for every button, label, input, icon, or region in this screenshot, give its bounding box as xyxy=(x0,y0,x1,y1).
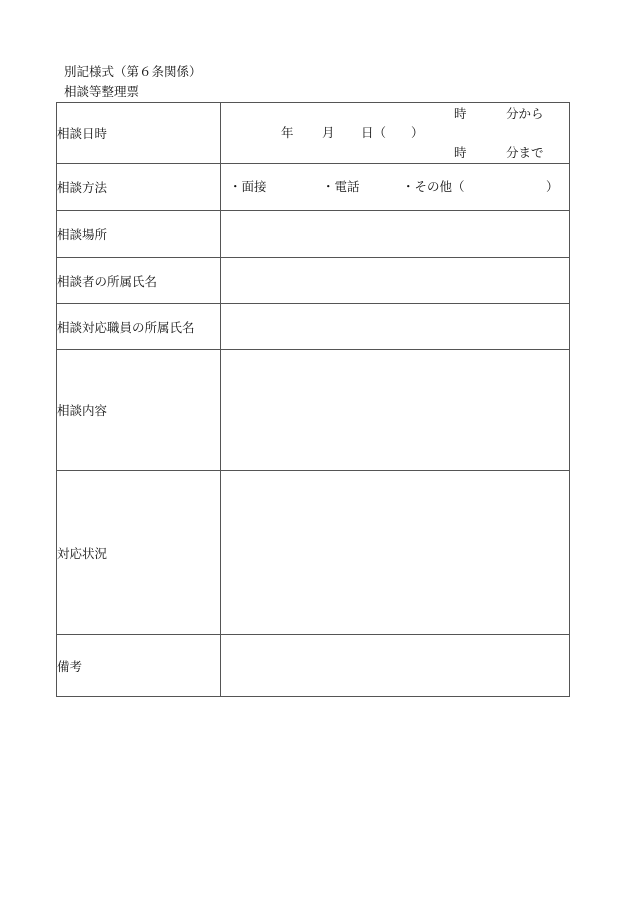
field-method[interactable] xyxy=(221,164,570,211)
option-phone[interactable]: ・電話 xyxy=(322,179,360,194)
label-staff: 相談対応職員の所属氏名 xyxy=(57,304,221,350)
label-remarks: 備考 xyxy=(57,635,221,697)
field-remarks[interactable] xyxy=(221,635,570,697)
label-consultant: 相談者の所属氏名 xyxy=(57,258,221,304)
minute-from: 分から xyxy=(506,106,544,121)
row-staff xyxy=(57,304,570,350)
row-place xyxy=(57,211,570,258)
label-status: 対応状況 xyxy=(57,471,221,635)
label-datetime: 相談日時 xyxy=(57,103,221,164)
label-method: 相談方法 xyxy=(57,164,221,211)
row-remarks xyxy=(57,635,570,697)
weekday-close-paren: ） xyxy=(411,125,424,140)
row-method xyxy=(57,164,570,211)
field-consultant[interactable] xyxy=(221,258,570,304)
label-place: 相談場所 xyxy=(57,211,221,258)
form-title: 相談等整理票 xyxy=(64,84,140,99)
field-staff[interactable] xyxy=(221,304,570,350)
field-place[interactable] xyxy=(221,211,570,258)
month-label: 月 xyxy=(322,125,335,140)
hour-to: 時 xyxy=(454,145,467,160)
row-datetime xyxy=(57,103,570,164)
field-status[interactable] xyxy=(221,471,570,635)
row-consultant xyxy=(57,258,570,304)
row-status xyxy=(57,471,570,635)
year-label: 年 xyxy=(281,125,294,140)
field-content[interactable] xyxy=(221,350,570,471)
day-label: 日（ xyxy=(361,125,387,140)
option-meeting[interactable]: ・面接 xyxy=(229,179,267,194)
option-other-close-paren: ） xyxy=(546,179,559,194)
row-content xyxy=(57,350,570,471)
label-content: 相談内容 xyxy=(57,350,221,471)
option-other[interactable]: ・その他（ xyxy=(402,179,465,194)
field-datetime[interactable] xyxy=(221,103,570,164)
form-reference: 別記様式（第６条関係） xyxy=(64,64,202,79)
consultation-form-table xyxy=(56,102,570,697)
minute-to: 分まで xyxy=(506,145,544,160)
hour-from: 時 xyxy=(454,106,467,121)
